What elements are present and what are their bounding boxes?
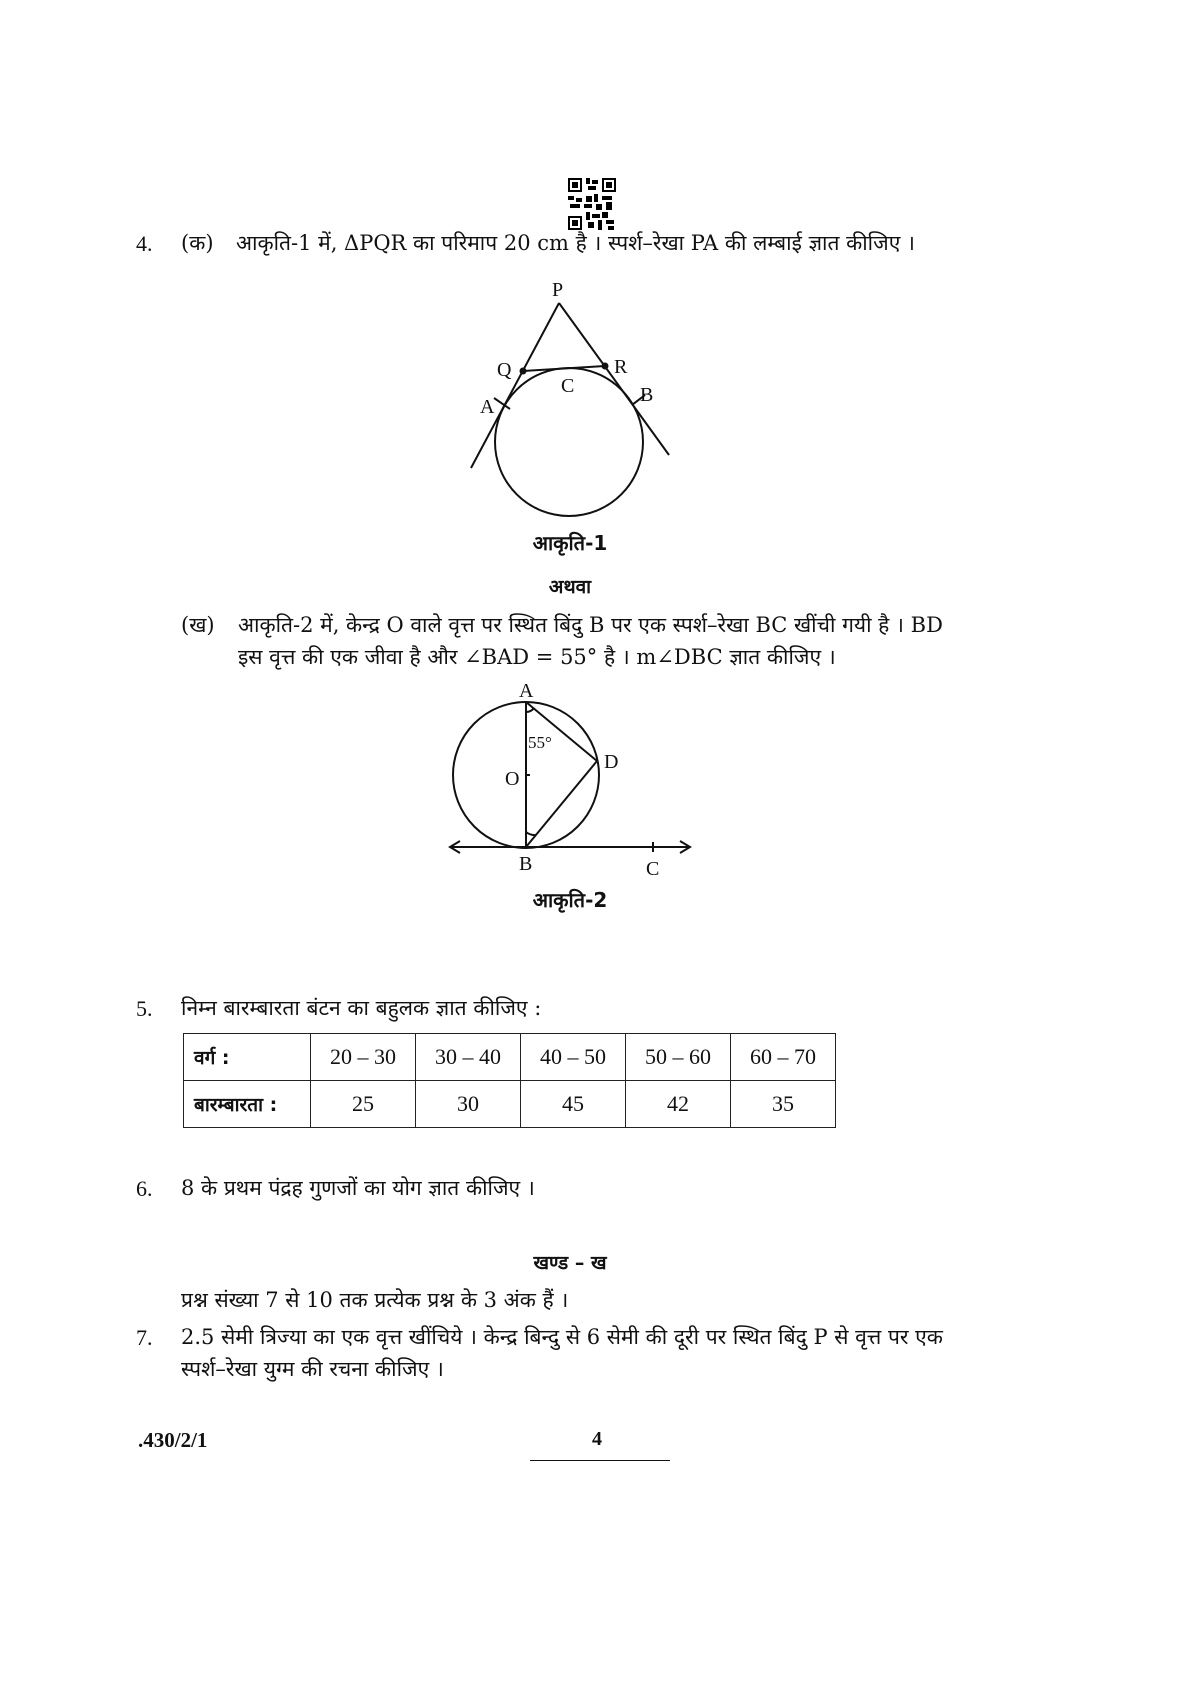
paper-code: .430/2/1 [138, 1428, 208, 1452]
question-4b-line2: इस वृत्त की एक जीवा है और ∠BAD = 55° है । m∠DBC ज्ञात कीजिए । [238, 645, 836, 669]
question-number: 6. [136, 1176, 153, 1201]
class-cell: 20 – 30 [311, 1034, 416, 1081]
question-number: 5. [136, 996, 153, 1021]
label-B: B [640, 384, 654, 406]
question-5-text: निम्न बारम्बारता बंटन का बहुलक ज्ञात कीजिए : [181, 996, 542, 1020]
label-P: P [552, 279, 564, 301]
angle-label: 55° [528, 733, 552, 752]
question-number: 4. [136, 231, 153, 256]
page-number: 4 [592, 1428, 602, 1450]
question-4a-text: आकृति-1 में, ΔPQR का परिमाप 20 cm है । स्पर्श–रेखा PA की लम्बाई ज्ञात कीजिए । [236, 231, 915, 255]
class-cell: 60 – 70 [731, 1034, 836, 1081]
class-cell: 40 – 50 [521, 1034, 626, 1081]
label-C: C [561, 375, 575, 397]
frequency-cell: 35 [731, 1081, 836, 1128]
class-cell: 50 – 60 [626, 1034, 731, 1081]
row-header-class: वर्ग : [184, 1034, 311, 1081]
label-O: O [505, 768, 520, 790]
section-title: खण्ड – ख [533, 1252, 607, 1274]
label-Q: Q [497, 359, 512, 381]
frequency-cell: 25 [311, 1081, 416, 1128]
row-header-frequency: बारम्बारता : [184, 1081, 311, 1128]
table-row [184, 1034, 836, 1081]
label-C2: C [646, 858, 660, 880]
label-A2: A [519, 680, 534, 702]
question-4b-line1: आकृति-2 में, केन्द्र O वाले वृत्त पर स्थित बिंदु B पर एक स्पर्श–रेखा BC खींची गयी है । BD [238, 613, 943, 637]
part-label-a: (क) [181, 231, 214, 255]
part-label-b: (ख) [181, 613, 215, 637]
question-6-text: 8 के प्रथम पंद्रह गुणजों का योग ज्ञात कीजिए । [181, 1176, 535, 1200]
label-A: A [480, 396, 495, 418]
figure-2-caption: आकृति-2 [532, 888, 608, 912]
figure-1-caption: आकृति-1 [532, 531, 608, 555]
or-separator: अथवा [548, 576, 592, 598]
page-number-underline [530, 1460, 670, 1461]
frequency-cell: 42 [626, 1081, 731, 1128]
table-row [184, 1081, 836, 1128]
section-instruction: प्रश्न संख्या 7 से 10 तक प्रत्येक प्रश्न के 3 अंक हैं । [181, 1288, 569, 1312]
label-R: R [614, 356, 628, 378]
frequency-table [183, 1033, 836, 1128]
label-B2: B [519, 853, 533, 875]
frequency-cell: 45 [521, 1081, 626, 1128]
class-cell: 30 – 40 [416, 1034, 521, 1081]
question-7-line2: स्पर्श–रेखा युग्म की रचना कीजिए । [181, 1357, 444, 1381]
frequency-cell: 30 [416, 1081, 521, 1128]
label-D: D [604, 751, 619, 773]
question-7-line1: 2.5 सेमी त्रिज्या का एक वृत्त खींचिये । केन्द्र बिन्दु से 6 सेमी की दूरी पर स्थित बिंदु P से वृत्त पर एक [181, 1325, 943, 1349]
question-number: 7. [136, 1325, 153, 1350]
